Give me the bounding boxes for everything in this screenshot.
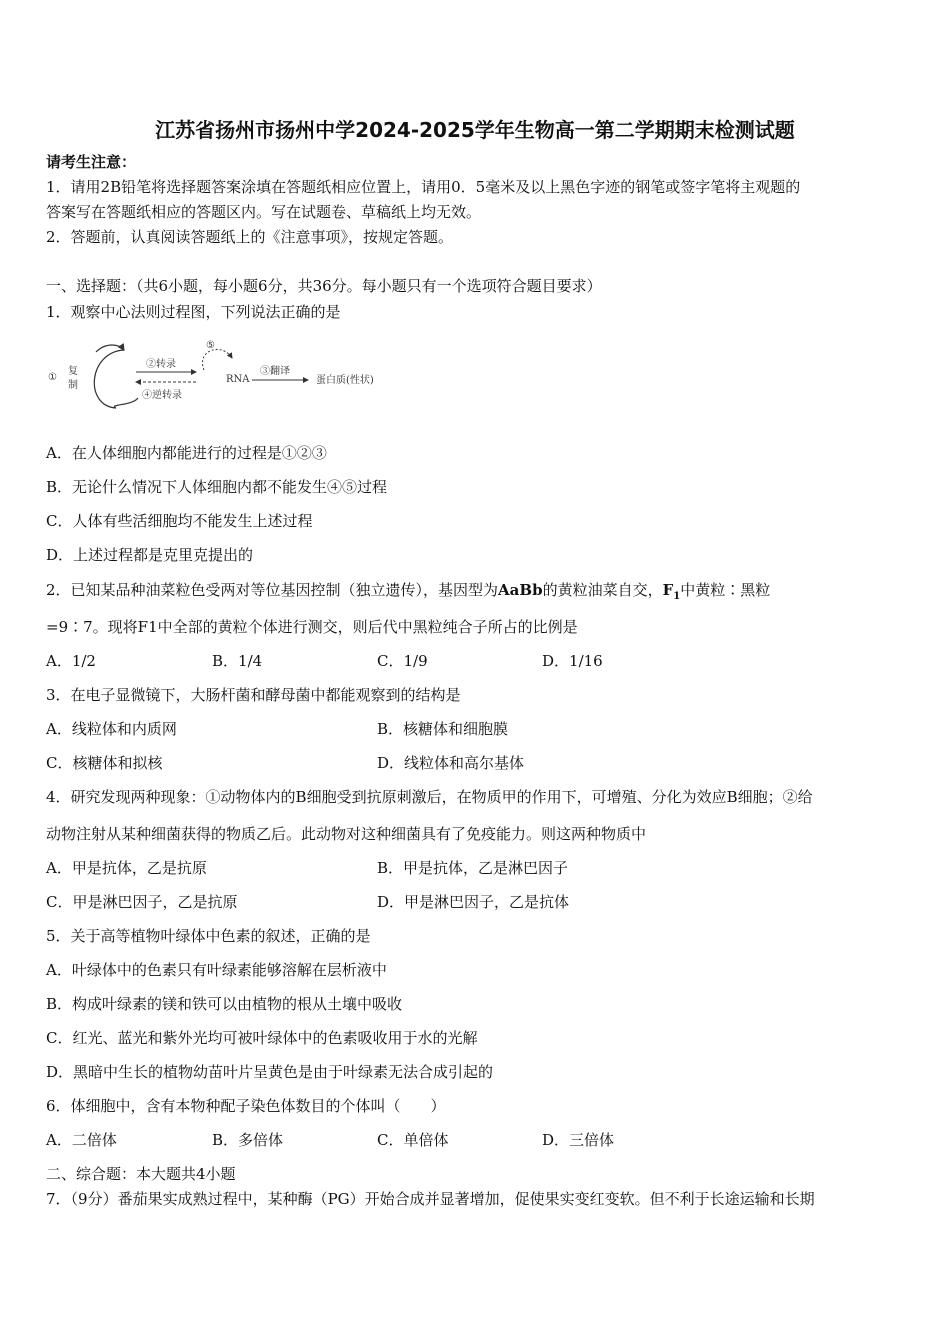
question-3-option-b: B．核糖体和细胞膜 [377,720,509,738]
question-3-option-d: D．线粒体和高尔基体 [377,754,525,772]
section-1-header: 一、选择题：（共6小题，每小题6分，共36分。每小题只有一个选项符合题目要求） [46,277,602,295]
question-2-option-b: B．1/4 [212,652,263,670]
question-1-option-b: B．无论什么情况下人体细胞内都不能发生④⑤过程 [46,478,388,496]
question-2-option-d: D．1/16 [542,652,603,670]
question-1-option-c: C．人体有些活细胞均不能发生上述过程 [46,512,313,530]
diagram-label-replicate-top: 复 [68,366,78,377]
section-2-header: 二、综合题：本大题共4小题 [46,1165,236,1183]
diagram-label-5: ⑤ [206,340,215,351]
diagram-label-translate: ③翻译 [260,366,290,377]
question-4-stem-line-2: 动物注射从某种细菌获得的物质乙后。此动物对这种细菌具有了免疫能力。则这两种物质中 [46,825,647,843]
page-title: 江苏省扬州市扬州中学2024-2025学年生物高一第二学期期末检测试题 [155,118,795,142]
question-6-option-d: D．三倍体 [542,1131,615,1149]
question-6-stem: 6．体细胞中，含有本物种配子染色体数目的个体叫（ ） [46,1097,446,1115]
notice-item-1-line-1: 1．请用2B铅笔将选择题答案涂填在答题纸相应位置上，请用0．5毫米及以上黑色字迹的钢笔或签字笔将主观题的 [46,178,801,196]
replication-loop-arrow [94,350,138,408]
question-3-option-c: C．核糖体和拟核 [46,754,163,772]
question-6-option-c: C．单倍体 [377,1131,449,1149]
question-4-option-d: D．甲是淋巴因子，乙是抗体 [377,893,570,911]
diagram-label-protein: 蛋白质(性状) [316,375,374,386]
question-5-option-d: D．黑暗中生长的植物幼苗叶片呈黄色是由于叶绿素无法合成引起的 [46,1063,494,1081]
question-7-stem: 7．（9分）番茄果实成熟过程中，某种酶（PG）开始合成并显著增加，促使果实变红变软。但不利于长途运输和长期 [46,1190,815,1208]
diagram-label-1: ① [48,372,57,383]
question-5-option-c: C．红光、蓝光和紫外光均可被叶绿体中的色素吸收用于水的光解 [46,1029,478,1047]
question-2-stem-line-1: 2．已知某品种油菜粒色受两对等位基因控制（独立遗传），基因型为AaBb的黄粒油菜自交，$F_1$中黄粒∶黑粒 [46,581,771,602]
question-6-option-b: B．多倍体 [212,1131,284,1149]
question-2-stem-line-2: =9∶7。现将F1中全部的黄粒个体进行测交，则后代中黑粒纯合子所占的比例是 [46,618,578,636]
question-1-option-d: D．上述过程都是克里克提出的 [46,546,254,564]
diagram-label-rna: RNA [226,374,250,385]
question-3-stem: 3．在电子显微镜下，大肠杆菌和酵母菌中都能观察到的结构是 [46,686,461,704]
diagram-label-transcribe: ②转录 [146,359,176,370]
notice-item-2: 2．答题前，认真阅读答题纸上的《注意事项》，按规定答题。 [46,228,454,246]
question-4-option-b: B．甲是抗体，乙是淋巴因子 [377,859,569,877]
question-5-stem: 5．关于高等植物叶绿体中色素的叙述，正确的是 [46,927,371,945]
notice-header: 请考生注意： [46,153,137,171]
question-4-option-c: C．甲是淋巴因子，乙是抗原 [46,893,238,911]
question-4-stem-line-1: 4．研究发现两种现象：①动物体内的B细胞受到抗原刺激后，在物质甲的作用下，可增殖、分化为效应B细胞；②给 [46,788,813,806]
central-dogma-diagram [46,336,416,416]
question-3-option-a: A．线粒体和内质网 [46,720,177,738]
question-6-option-a: A．二倍体 [46,1131,117,1149]
question-2-option-c: C．1/9 [377,652,428,670]
question-2-option-a: A．1/2 [46,652,96,670]
diagram-label-replicate-bottom: 制 [68,380,78,391]
diagram-label-reverse: ④逆转录 [142,390,182,401]
question-5-option-b: B．构成叶绿素的镁和铁可以由植物的根从土壤中吸收 [46,995,403,1013]
question-1-stem: 1．观察中心法则过程图，下列说法正确的是 [46,303,341,321]
question-4-option-a: A．甲是抗体，乙是抗原 [46,859,207,877]
rna-replication-arrow [202,349,232,370]
question-5-option-a: A．叶绿体中的色素只有叶绿素能够溶解在层析液中 [46,961,387,979]
notice-item-1-line-2: 答案写在答题纸相应的答题区内。写在试题卷、草稿纸上均无效。 [46,203,482,221]
question-1-option-a: A．在人体细胞内都能进行的过程是①②③ [46,444,327,462]
